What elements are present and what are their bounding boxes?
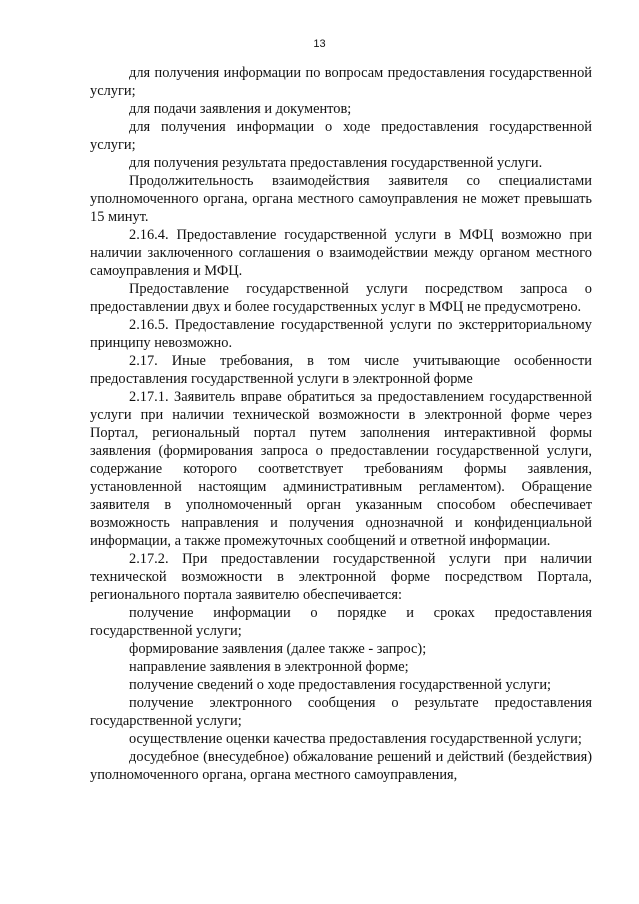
paragraph: 2.17.2. При предоставлении государственной услуги при наличии технической возможности в электронной форме посредством Портала, регионального портала заявителю обеспечивается: [90, 551, 592, 603]
list-item: осуществление оценки качества предоставления государственной услуги; [129, 731, 582, 747]
page-body [90, 64, 592, 784]
list-item: получение электронного сообщения о результате предоставления государственной услуги; [90, 695, 592, 729]
paragraph: 2.17.1. Заявитель вправе обратиться за предоставлением государственной услуги при наличии технической возможности в электронной форме через Портал, региональный портал путем заполнения интерактивной формы заявления (формирования запроса о предоставлении государственной услуги, содержание которого соответствует требованиям формы заявления, установленной настоящим административным регламентом). Обращение заявителя в уполномоченный орган указанным способом обеспечивает возможность направления и получения однозначной и конфиденциальной информации, а также промежуточных сообщений и ответной информации. [90, 389, 592, 549]
paragraph: 2.16.4. Предоставление государственной услуги в МФЦ возможно при наличии заключенного соглашения о взаимодействии между органом местного самоуправления и МФЦ. [90, 227, 592, 279]
page-number: 13 [313, 38, 326, 50]
paragraph: для получения информации по вопросам предоставления государственной услуги; [90, 65, 592, 99]
paragraph: для подачи заявления и документов; [129, 101, 352, 117]
paragraph: Предоставление государственной услуги посредством запроса о предоставлении двух и более государственных услуг в МФЦ не предусмотрено. [90, 281, 592, 315]
list-item: досудебное (внесудебное) обжалование решений и действий (бездействия) уполномоченного органа, органа местного самоуправления, [90, 749, 592, 783]
paragraph: Продолжительность взаимодействия заявителя со специалистами уполномоченного органа, органа местного самоуправления не может превышать 15 минут. [90, 173, 592, 225]
list-item: получение информации о порядке и сроках предоставления государственной услуги; [90, 605, 592, 639]
paragraph: 2.16.5. Предоставление государственной услуги по экстерриториальному принципу невозможно. [90, 317, 592, 351]
list-item: формирование заявления (далее также - запрос); [129, 641, 427, 657]
section-heading: 2.17. Иные требования, в том числе учитывающие особенности предоставления государственной услуги в электронной форме [90, 353, 592, 387]
paragraph: для получения результата предоставления государственной услуги. [129, 155, 543, 171]
list-item: направление заявления в электронной форме; [129, 659, 409, 675]
paragraph: для получения информации о ходе предоставления государственной услуги; [90, 119, 592, 153]
list-item: получение сведений о ходе предоставления государственной услуги; [129, 677, 552, 693]
